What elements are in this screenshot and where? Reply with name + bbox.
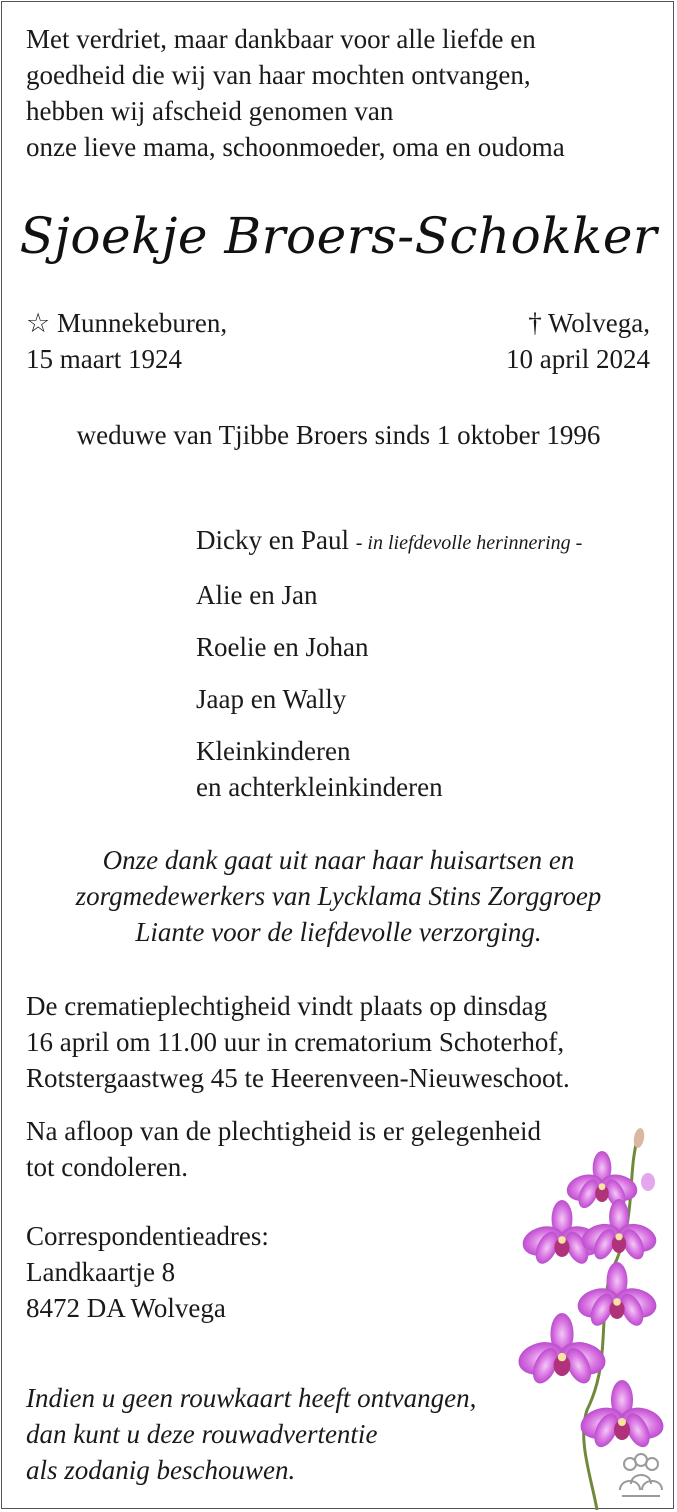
thanks-line: zorgmedewerkers van Lycklama Stins Zorggroep <box>75 881 602 911</box>
family-member: Jaap en Wally <box>196 684 347 714</box>
death-info <box>506 305 650 377</box>
intro-line: goedheid die wij van haar mochten ontvangen, <box>26 60 531 90</box>
intro-line: Met verdriet, maar dankbaar voor alle liefde en <box>26 24 536 54</box>
closing-note <box>26 1380 476 1488</box>
ceremony-text <box>26 988 570 1096</box>
address-street: Landkaartje 8 <box>26 1257 176 1287</box>
family-member: Alie en Jan <box>196 580 318 610</box>
death-date: 10 april 2024 <box>506 344 650 374</box>
death-place: † Wolvega, <box>528 308 650 338</box>
address-city: 8472 DA Wolvega <box>26 1293 226 1323</box>
closing-line: Indien u geen rouwkaart heeft ontvangen, <box>26 1383 477 1413</box>
ceremony-line: 16 april om 11.00 uur in crematorium Schoterhof, <box>26 1027 565 1057</box>
birth-place: ☆ Munnekeburen, <box>26 308 228 338</box>
condolence-text <box>26 1113 541 1185</box>
intro-line: onze lieve mama, schoonmoeder, oma en oudoma <box>26 132 565 162</box>
thanks-text <box>0 842 677 950</box>
ceremony-line: De crematieplechtigheid vindt plaats op dinsdag <box>26 991 548 1021</box>
ceremony-line: Rotstergaastweg 45 te Heerenveen-Nieuweschoot. <box>26 1063 570 1093</box>
deceased-name: Sjoekje Broers-Schokker <box>19 207 658 265</box>
condolence-line: Na afloop van de plechtigheid is er gelegenheid <box>26 1116 542 1146</box>
birth-info <box>26 305 227 377</box>
closing-line: als zodanig beschouwen. <box>26 1455 296 1485</box>
widow-line: weduwe van Tjibbe Broers sinds 1 oktober 1996 <box>76 420 601 450</box>
memorial-note: - in liefdevolle herinnering - <box>355 532 583 554</box>
address-label: Correspondentieadres: <box>26 1221 269 1251</box>
family-member <box>196 522 582 561</box>
funeral-logo-icon <box>616 1452 666 1502</box>
closing-line: dan kunt u deze rouwadvertentie <box>26 1419 378 1449</box>
grandchildren-line: en achterkleinkinderen <box>196 772 443 802</box>
family-list <box>196 522 582 821</box>
intro-text <box>26 21 565 165</box>
grandchildren-line: Kleinkinderen <box>196 736 351 766</box>
condolence-line: tot condoleren. <box>26 1152 188 1182</box>
birth-date: 15 maart 1924 <box>26 344 182 374</box>
family-member-name: Dicky en Paul <box>196 525 349 555</box>
intro-line: hebben wij afscheid genomen van <box>26 96 394 126</box>
thanks-line: Onze dank gaat uit naar haar huisartsen en <box>102 845 575 875</box>
thanks-line: Liante voor de liefdevolle verzorging. <box>135 917 542 947</box>
grandchildren <box>196 733 582 805</box>
family-member: Roelie en Johan <box>196 632 369 662</box>
correspondence-address <box>26 1218 269 1326</box>
